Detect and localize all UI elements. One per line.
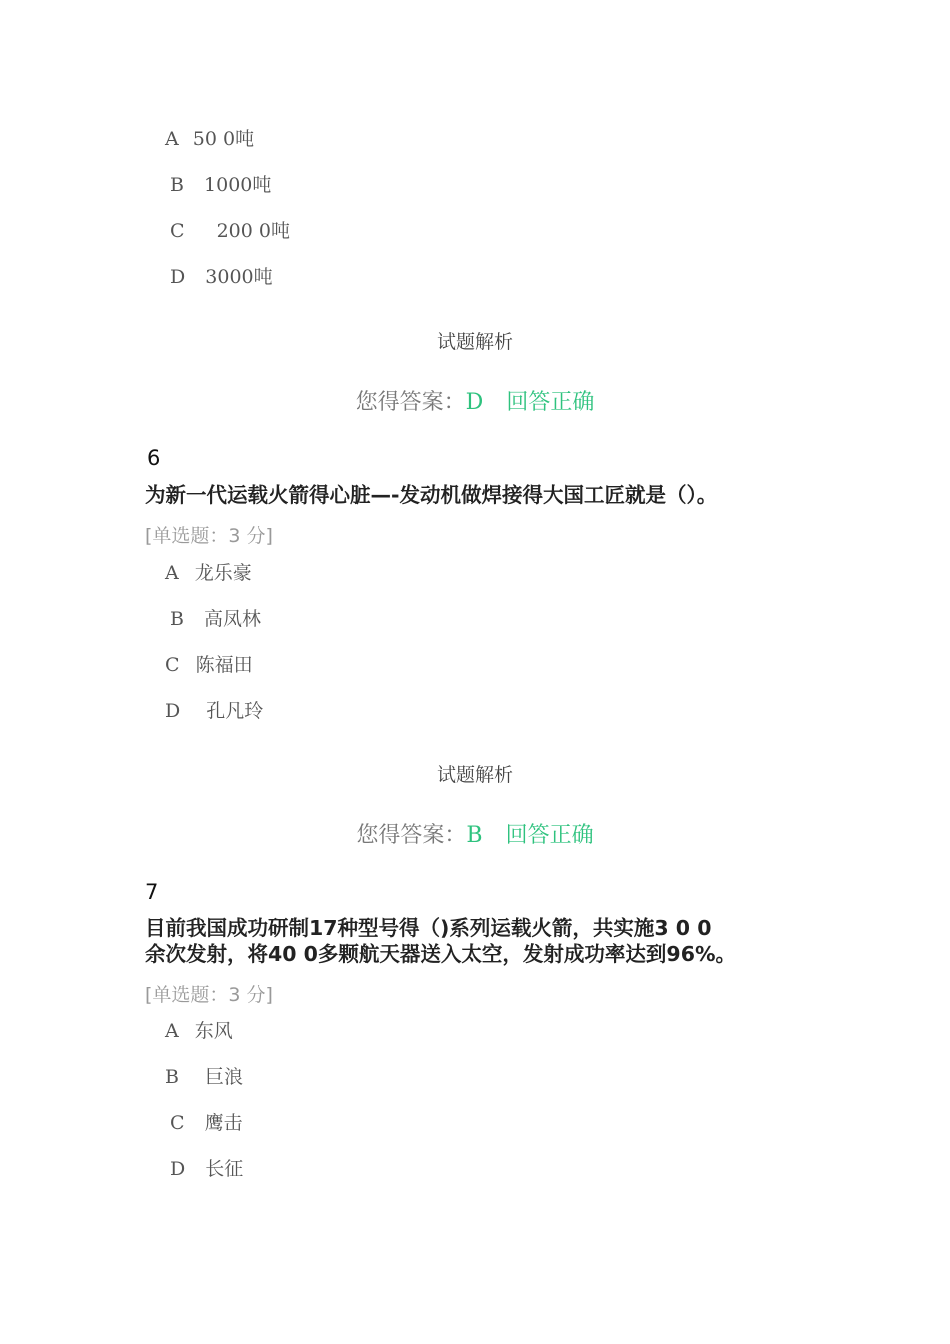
answer-value: D [465, 390, 484, 415]
question-number: 7 [145, 880, 159, 904]
answer-status: 回答正确 [505, 823, 594, 848]
option-text: 200 0吨 [216, 220, 290, 242]
option-c[interactable] [170, 1108, 243, 1135]
option-text: 东风 [194, 1020, 233, 1042]
question-type: [单选题：3 分] [145, 984, 273, 1006]
option-a[interactable] [165, 558, 252, 585]
option-c[interactable] [165, 650, 253, 677]
option-a[interactable] [165, 1016, 233, 1043]
analysis-link[interactable]: 试题解析 [436, 331, 513, 353]
option-text: 高凤林 [204, 608, 262, 630]
option-text: 长征 [205, 1158, 244, 1180]
option-text: 孔凡玲 [206, 700, 264, 722]
answer-result [0, 818, 950, 849]
option-d[interactable] [170, 1154, 243, 1181]
option-d[interactable] [165, 696, 263, 723]
option-letter: C [170, 1112, 185, 1134]
option-letter: C [170, 220, 185, 242]
question-text: 为新一代运载火箭得心脏—-发动机做焊接得大国工匠就是（）。 [145, 483, 718, 507]
option-d[interactable] [170, 262, 273, 289]
option-letter: D [170, 1158, 186, 1180]
option-text: 50 0吨 [192, 128, 255, 150]
answer-result [0, 385, 950, 416]
option-letter: D [165, 700, 181, 722]
option-letter: D [170, 266, 186, 288]
option-letter: A [165, 562, 179, 584]
option-b[interactable] [170, 604, 261, 631]
option-text: 3000吨 [205, 266, 273, 288]
option-text: 龙乐豪 [194, 562, 252, 584]
option-letter: C [165, 654, 180, 676]
answer-status: 回答正确 [506, 390, 595, 415]
question-text-line-2: 余次发射，将40 0多颗航天器送入太空，发射成功率达到96%。 [145, 942, 736, 966]
option-letter: B [170, 608, 184, 630]
option-letter: B [165, 1066, 179, 1088]
option-c[interactable] [170, 216, 290, 243]
option-text: 1000吨 [204, 174, 272, 196]
option-text: 巨浪 [205, 1066, 244, 1088]
option-letter: A [165, 1020, 179, 1042]
question-text-line-1: 目前我国成功研制17种型号得（)系列运载火箭，共实施3 0 0 [145, 916, 712, 940]
answer-prefix: 您得答案： [355, 390, 466, 415]
option-letter: A [165, 128, 179, 150]
option-letter: B [170, 174, 184, 196]
question-number: 6 [147, 446, 161, 470]
answer-prefix: 您得答案： [356, 823, 467, 848]
answer-value: B [466, 823, 483, 848]
question-type: [单选题：3 分] [145, 525, 273, 547]
option-text: 陈福田 [195, 654, 253, 676]
analysis-link[interactable]: 试题解析 [436, 764, 513, 786]
option-a[interactable] [165, 124, 254, 151]
option-b[interactable] [165, 1062, 243, 1089]
option-text: 鹰击 [204, 1112, 243, 1134]
option-b[interactable] [170, 170, 271, 197]
